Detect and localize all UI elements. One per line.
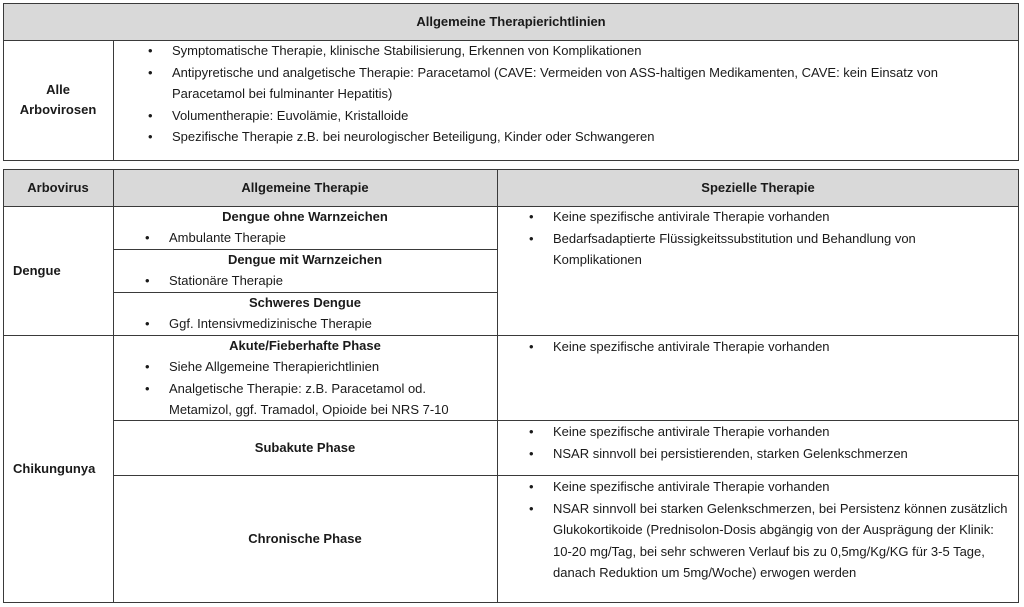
stage-items xyxy=(141,227,497,249)
general-table-title: Allgemeine Therapierichtlinien xyxy=(3,3,1019,40)
row-label-chikungunya: Chikungunya xyxy=(13,461,96,476)
row-label-line2: Arbovirosen xyxy=(19,102,97,117)
dengue-stage-2 xyxy=(113,250,497,292)
list-item: • Keine spezifische antivirale Therapie vorhanden xyxy=(525,336,1005,358)
chik-subacute-special xyxy=(525,421,1005,475)
special-items xyxy=(525,206,1005,271)
chik-phase-acute xyxy=(113,336,497,420)
list-item: • NSAR sinnvoll bei persistierenden, starken Gelenkschmerzen xyxy=(525,443,1005,465)
list-item: • NSAR sinnvoll bei starken Gelenkschmerzen, bei Persistenz können zusätzlich Glukokortikoide (Prednisolon-Dosis abgängig von der Ausprägung der Klinik: 10-20 mg/Tag, bei sehr schweren Verlauf bis zu 0,5mg/Kg/KG für 3-5 Tage, danach Reduktion um 5mg/Woche) erwogen werden xyxy=(525,498,1013,584)
general-items-list xyxy=(144,40,1014,148)
list-item: • Ambulante Therapie xyxy=(141,227,497,249)
stage-title: Dengue mit Warnzeichen xyxy=(227,252,383,267)
list-item: • Spezifische Therapie z.B. bei neurologischer Beteiligung, Kinder oder Schwangeren xyxy=(144,126,1014,148)
stage-title: Dengue ohne Warnzeichen xyxy=(222,209,388,224)
row-label-dengue: Dengue xyxy=(13,263,61,278)
dengue-stage-3 xyxy=(113,293,497,335)
dengue-stage-1 xyxy=(113,207,497,249)
phase-title: Akute/Fieberhafte Phase xyxy=(229,338,381,353)
list-item: • Volumentherapie: Euvolämie, Kristalloide xyxy=(144,105,1014,127)
divider xyxy=(497,169,498,602)
chik-phase-chronic: Chronische Phase xyxy=(248,531,362,546)
list-item: • Siehe Allgemeine Therapierichtlinien xyxy=(141,356,487,378)
special-items xyxy=(525,336,1005,358)
dengue-special-therapy xyxy=(525,206,1005,335)
stage-title: Schweres Dengue xyxy=(249,295,361,310)
column-header-arbovirus: Arbovirus xyxy=(27,180,89,195)
column-header-general-therapy: Allgemeine Therapie xyxy=(241,180,369,195)
list-item: • Antipyretische und analgetische Therapie: Paracetamol (CAVE: Vermeiden von ASS-haltigen Medikamenten, CAVE: kein Einsatz von Paracetamol bei fulminanter Hepatitis) xyxy=(144,62,1014,105)
row-label-alle-arbovirosen xyxy=(3,40,113,160)
chik-acute-special xyxy=(525,336,1005,420)
column-header-special-therapy: Spezielle Therapie xyxy=(701,180,815,195)
special-items xyxy=(525,421,1005,464)
list-item: • Bedarfsadaptierte Flüssigkeitssubstitution und Behandlung von Komplikationen xyxy=(525,228,1005,271)
list-item: • Analgetische Therapie: z.B. Paracetamol od. Metamizol, ggf. Tramadol, Opioide bei NRS 7-10 xyxy=(141,378,487,421)
list-item: • Stationäre Therapie xyxy=(141,270,497,292)
list-item: • Keine spezifische antivirale Therapie vorhanden xyxy=(525,206,1005,228)
special-items xyxy=(525,476,1013,584)
list-item: • Ggf. Intensivmedizinische Therapie xyxy=(141,313,497,335)
list-item: • Keine spezifische antivirale Therapie vorhanden xyxy=(525,421,1005,443)
general-items-cell xyxy=(144,40,1014,160)
row-label-line1: Alle xyxy=(46,82,70,97)
divider xyxy=(113,40,114,160)
list-item: • Symptomatische Therapie, klinische Stabilisierung, Erkennen von Komplikationen xyxy=(144,40,1014,62)
stage-items xyxy=(141,270,497,292)
phase-items xyxy=(141,356,487,421)
chik-chronic-special xyxy=(525,476,1013,602)
chik-phase-subacute: Subakute Phase xyxy=(254,440,356,455)
list-item: • Keine spezifische antivirale Therapie vorhanden xyxy=(525,476,1013,498)
stage-items xyxy=(141,313,497,335)
